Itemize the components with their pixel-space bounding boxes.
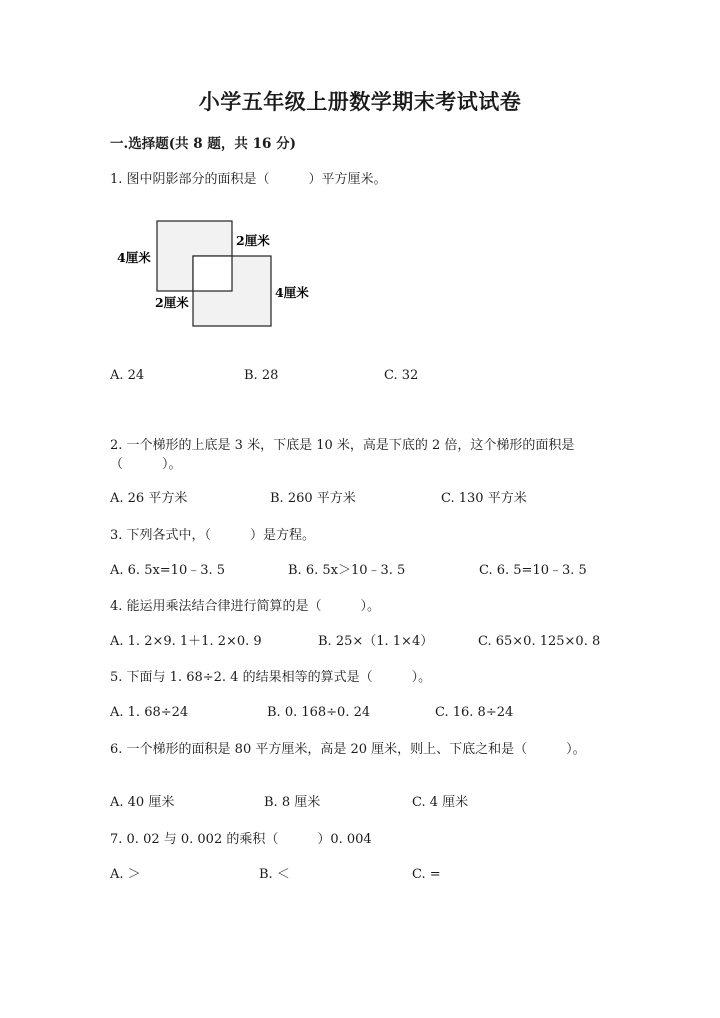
q6-option-c[interactable]: C. 4 厘米 <box>412 795 469 810</box>
label-right-side: 4厘米 <box>275 285 309 300</box>
question-6: 6. 一个梯形的面积是 80 平方厘米，高是 20 厘米，则上、下底之和是（ ）。 <box>110 742 586 757</box>
question-1: 1. 图中阴影部分的面积是（ ）平方厘米。 <box>110 172 387 187</box>
q5-option-b[interactable]: B. 0. 168÷0. 24 <box>267 705 371 720</box>
q7-option-a[interactable]: A. ＞ <box>110 867 141 882</box>
q3-option-b[interactable]: B. 6. 5x＞10﹣3. 5 <box>288 563 406 578</box>
page-title: 小学五年级上册数学期末考试试卷 <box>198 89 522 114</box>
overlapping-squares-diagram <box>110 205 330 335</box>
q3-option-a[interactable]: A. 6. 5x=10﹣3. 5 <box>110 563 226 578</box>
question-5: 5. 下面与 1. 68÷2. 4 的结果相等的算式是（ ）。 <box>110 670 432 685</box>
question-7: 7. 0. 02 与 0. 002 的乘积（ ）0. 004 <box>110 832 372 847</box>
q1-option-a[interactable]: A. 24 <box>110 368 145 383</box>
q3-option-c[interactable]: C. 6. 5=10﹣3. 5 <box>479 563 587 578</box>
q5-option-c[interactable]: C. 16. 8÷24 <box>435 705 514 720</box>
label-left-side: 4厘米 <box>117 250 151 265</box>
q1-option-b[interactable]: B. 28 <box>244 368 279 383</box>
label-bottom-overlap: 2厘米 <box>155 295 189 310</box>
section-heading: 一.选择题(共 8 题，共 16 分) <box>110 136 296 152</box>
q1-option-c[interactable]: C. 32 <box>384 368 419 383</box>
q7-option-b[interactable]: B. ＜ <box>259 867 290 882</box>
question-4: 4. 能运用乘法结合律进行简算的是（ ）。 <box>110 599 381 614</box>
q2-option-b[interactable]: B. 260 平方米 <box>270 491 356 506</box>
question-2: 2. 一个梯形的上底是 3 米，下底是 10 米，高是下底的 2 倍，这个梯形的面积是（ ）。 <box>110 438 575 472</box>
question-1-figure <box>110 205 330 335</box>
q4-option-b[interactable]: B. 25×（1. 1×4） <box>318 634 434 649</box>
q2-option-c[interactable]: C. 130 平方米 <box>441 491 527 506</box>
q2-option-a[interactable]: A. 26 平方米 <box>110 491 188 506</box>
q4-option-c[interactable]: C. 65×0. 125×0. 8 <box>478 634 601 649</box>
q7-option-c[interactable]: C. = <box>412 867 441 882</box>
overlap-region <box>193 256 232 291</box>
label-top-overlap: 2厘米 <box>236 233 270 248</box>
q6-option-a[interactable]: A. 40 厘米 <box>110 795 175 810</box>
q6-option-b[interactable]: B. 8 厘米 <box>264 795 321 810</box>
q5-option-a[interactable]: A. 1. 68÷24 <box>110 705 189 720</box>
q4-option-a[interactable]: A. 1. 2×9. 1＋1. 2×0. 9 <box>110 634 262 649</box>
question-3: 3. 下列各式中，（ ）是方程。 <box>110 528 316 543</box>
